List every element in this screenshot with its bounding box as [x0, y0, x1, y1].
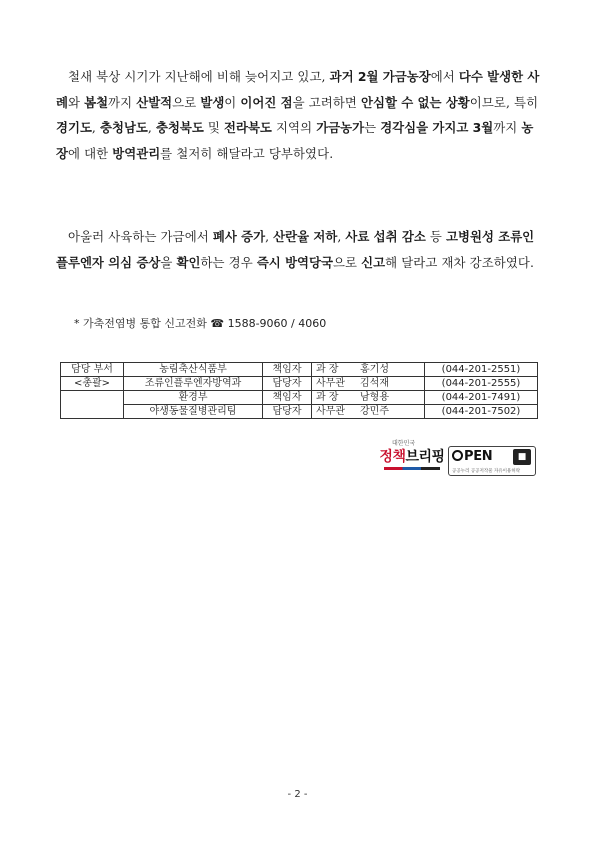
person-cell	[312, 391, 425, 405]
body-text: 지역의	[271, 120, 317, 136]
org-cell	[124, 391, 263, 405]
person-title: 사무관	[316, 406, 345, 417]
emphasized-text: 신고	[361, 254, 386, 270]
emphasized-text: 방역관리	[112, 145, 161, 161]
table-row	[61, 405, 538, 419]
role: 책임자	[272, 364, 302, 375]
phone-number: (044-201-7491)	[441, 392, 521, 403]
emphasized-text: 사료 섭취 감소	[345, 229, 426, 244]
phone-icon: ☎	[210, 317, 225, 330]
phone-cell	[425, 363, 538, 377]
body-text: 및	[203, 120, 225, 136]
policy-briefing-logo	[378, 440, 446, 484]
table-row	[61, 377, 538, 391]
person-title: 사무관	[316, 378, 345, 389]
body-text: 에서	[430, 69, 459, 84]
role: 담당자	[272, 378, 302, 389]
body-text: ,	[91, 120, 100, 136]
table-row	[61, 391, 538, 405]
body-text: ,	[147, 120, 156, 136]
paragraph-1-content	[56, 69, 539, 161]
contact-table	[60, 362, 538, 419]
report-hotline-note	[74, 315, 326, 331]
body-text: 를 철저히 해달라고 당부하였다.	[160, 145, 334, 161]
org-name: 환경부	[178, 392, 208, 403]
emphasized-text: 발생	[200, 94, 225, 110]
phone-cell	[425, 391, 538, 405]
body-text: 까지	[493, 120, 522, 136]
phone-cell	[425, 405, 538, 419]
briefing-logo-small-text: 대한민국	[392, 440, 416, 447]
body-text: 으로	[332, 254, 362, 270]
emphasized-text: 산란율 저하	[273, 229, 338, 244]
emphasized-text: 확인	[176, 254, 201, 270]
org-name: 농림축산식품부	[159, 364, 227, 375]
emphasized-text: 과거 2월 가금농장	[329, 69, 431, 84]
emphasized-text: 가금농가	[316, 120, 365, 136]
phone-number: (044-201-2555)	[441, 378, 521, 389]
person-name: 남형용	[360, 392, 389, 403]
briefing-logo-bar	[384, 467, 440, 470]
paragraph-2-content	[56, 229, 534, 270]
body-text: ,	[265, 229, 274, 244]
open-logo-subtext: 공공누리 공공저작물 자유이용허락	[452, 469, 521, 474]
note-text: * 가축전염병 통합 신고전화	[74, 317, 207, 330]
body-text: 하는 경우	[200, 254, 257, 270]
table-row	[61, 363, 538, 377]
person-cell	[312, 363, 425, 377]
person-name: 김석재	[360, 378, 389, 389]
briefing-logo-part2: 브리핑	[405, 449, 445, 465]
person-cell	[312, 377, 425, 391]
body-text: 와	[67, 94, 85, 110]
paragraph-2	[56, 224, 542, 275]
dept-header-cell	[61, 377, 124, 391]
body-text: 을	[160, 254, 177, 270]
dept-header-sub: <총괄>	[73, 378, 111, 389]
emphasized-text: 충청남도	[100, 120, 148, 136]
dept-empty-cell	[61, 391, 124, 419]
body-text: 에 대한	[67, 145, 113, 161]
note-numbers: 1588-9060 / 4060	[227, 317, 327, 330]
emphasized-text: 다수 발생한 사례	[56, 69, 540, 110]
role: 담당자	[272, 406, 302, 417]
body-text: 이므로, 특히	[469, 94, 539, 110]
org-cell	[124, 363, 263, 377]
body-text: 까지	[108, 94, 137, 110]
briefing-logo-main-text	[378, 448, 446, 466]
body-text: 철새 북상 시기가 지난해에 비해 늦어지고 있고,	[68, 69, 330, 84]
emphasized-text: 충청북도	[155, 120, 204, 136]
emphasized-text: 고병원성 조류인플루엔자 의심 증상	[56, 229, 535, 270]
phone-cell	[425, 377, 538, 391]
emphasized-text: 안심할 수 없는 상황	[361, 94, 470, 110]
emphasized-text: 폐사 증가	[212, 229, 266, 244]
role-cell	[263, 363, 312, 377]
footer-logos	[378, 440, 538, 484]
role-cell	[263, 377, 312, 391]
page-number: - 2 -	[287, 789, 308, 800]
person-cell	[312, 405, 425, 419]
body-text: 는	[364, 120, 381, 136]
unit-name: 야생동물질병관리팀	[149, 406, 237, 417]
role-cell	[263, 405, 312, 419]
phone-number: (044-201-2551)	[441, 364, 521, 375]
person-icon: ■	[513, 449, 531, 465]
body-text: 을 고려하면	[292, 94, 362, 110]
phone-number: (044-201-7502)	[441, 406, 521, 417]
unit-cell	[124, 405, 263, 419]
open-logo-word: PEN	[464, 449, 493, 464]
emphasized-text: 농장	[56, 120, 534, 161]
open-logo-text	[452, 449, 492, 464]
body-text: 이	[224, 94, 241, 110]
body-text: 등	[425, 229, 447, 244]
emphasized-text: 즉시 방역당국	[256, 254, 333, 270]
unit-name: 조류인플루엔자방역과	[144, 378, 242, 389]
dept-header: 담당 부서	[71, 364, 113, 375]
emphasized-text: 전라북도	[224, 120, 272, 136]
emphasized-text: 이어진 점	[240, 94, 293, 110]
paragraph-1	[56, 64, 542, 166]
emphasized-text: 봄철	[84, 94, 109, 110]
emphasized-text: 경기도	[56, 120, 92, 136]
person-name: 강민주	[360, 406, 389, 417]
emphasized-text: 산발적	[136, 94, 173, 110]
person-name: 홍기성	[360, 364, 389, 375]
person-title: 과 장	[316, 364, 339, 375]
body-text: 아울러 사육하는 가금에서	[68, 229, 213, 244]
role-cell	[263, 391, 312, 405]
open-o-icon	[452, 450, 463, 461]
body-text: ,	[337, 229, 346, 244]
dept-header-cell	[61, 363, 124, 377]
kogl-open-logo	[448, 446, 536, 476]
role: 책임자	[272, 392, 302, 403]
body-text: 으로	[172, 94, 201, 110]
body-text: 해 달라고 재차 강조하였다.	[385, 254, 535, 270]
briefing-logo-part1: 정책	[379, 449, 406, 465]
person-title: 과 장	[316, 392, 339, 403]
emphasized-text: 경각심을 가지고 3월	[380, 120, 494, 136]
unit-cell	[124, 377, 263, 391]
